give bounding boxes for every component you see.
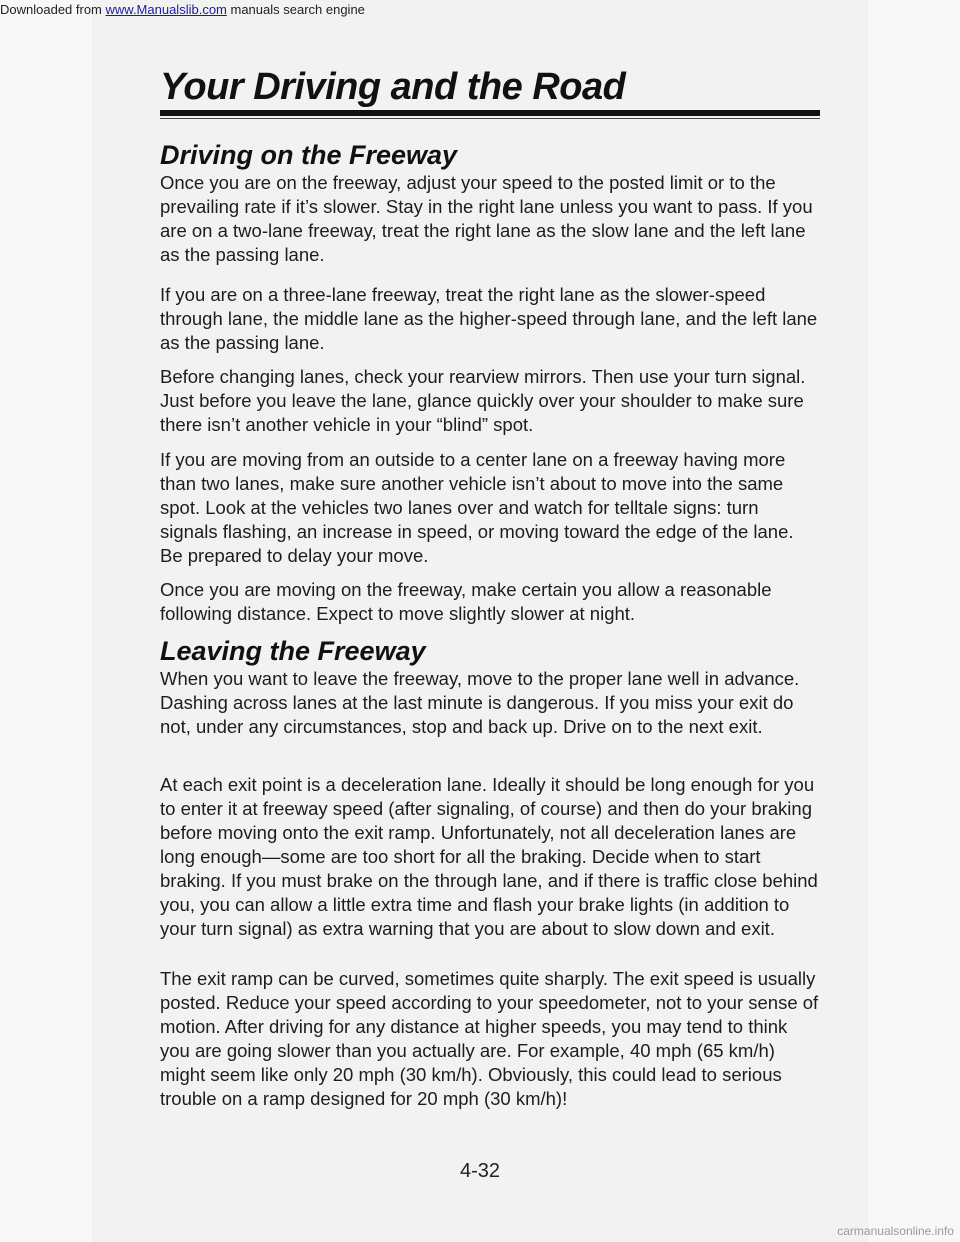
footer-brand: carmanualsonline.info [837,1224,954,1238]
paragraph: If you are on a three-lane freeway, treat the right lane as the slower-speed through lane, the middle lane as the higher-speed through lane, and the left lane as the passing lane. [160,284,818,353]
paragraph: Before changing lanes, check your rearview mirrors. Then use your turn signal. Just before you leave the lane, glance quickly over your shoulder to make sure there isn’t another vehicle in your “blind” spot. [160,366,806,435]
chapter-rule-thin [160,118,820,119]
page-number: 4-32 [459,1160,501,1182]
paragraph: If you are moving from an outside to a center lane on a freeway having more than two lanes, make sure another vehicle isn’t about to move into the same spot. Look at the vehicles two lanes over and watch for telltale signs: turn signals flashing, an increase in speed, or moving toward the edge of the lane. Be prepared to delay your move. [160,449,794,566]
paragraph: Once you are moving on the freeway, make certain you allow a reasonable following distance. Expect to move slightly slower at night. [160,579,772,624]
chapter-rule [160,110,820,116]
manualslib-link[interactable]: www.Manualslib.com [105,2,227,17]
paragraph: The exit ramp can be curved, sometimes quite sharply. The exit speed is usually posted. Reduce your speed according to your speedometer, not to your sense of motion. After driving for any distance at higher speeds, you may tend to think you are going slower than you actually are. For example, 40 mph (65 km/h) might seem like only 20 mph (30 km/h). Obviously, this could lead to serious trouble on a ramp designed for 20 mph (30 km/h)! [160,968,819,1109]
chapter-title: Your Driving and the Road [160,66,626,108]
section-heading-driving-on-freeway: Driving on the Freeway [160,140,458,170]
paragraph: When you want to leave the freeway, move to the proper lane well in advance. Dashing across lanes at the last minute is dangerous. If you miss your exit do not, under any circumstances, stop and back up. Drive on to the next exit. [160,668,800,737]
banner-suffix: manuals search engine [226,2,365,17]
paragraph: Once you are on the freeway, adjust your speed to the posted limit or to the prevailing rate if it’s slower. Stay in the right lane unless you want to pass. If you are on a two-lane freeway, treat the right lane as the slow lane and the left lane as the passing lane. [160,172,813,265]
paragraph: At each exit point is a deceleration lane. Ideally it should be long enough for you to enter it at freeway speed (after signaling, of course) and then do your braking before moving onto the exit ramp. Unfortunately, not all deceleration lanes are long enough—some are too short for all the braking. Decide when to start braking. If you must brake on the through lane, and if there is traffic close behind you, you can allow a little extra time and flash your brake lights (in addition to your turn signal) as extra warning that you are about to slow down and exit. [160,774,818,939]
download-banner [0,2,365,17]
banner-prefix: Downloaded from [0,2,106,17]
section-heading-leaving-freeway: Leaving the Freeway [160,636,426,666]
